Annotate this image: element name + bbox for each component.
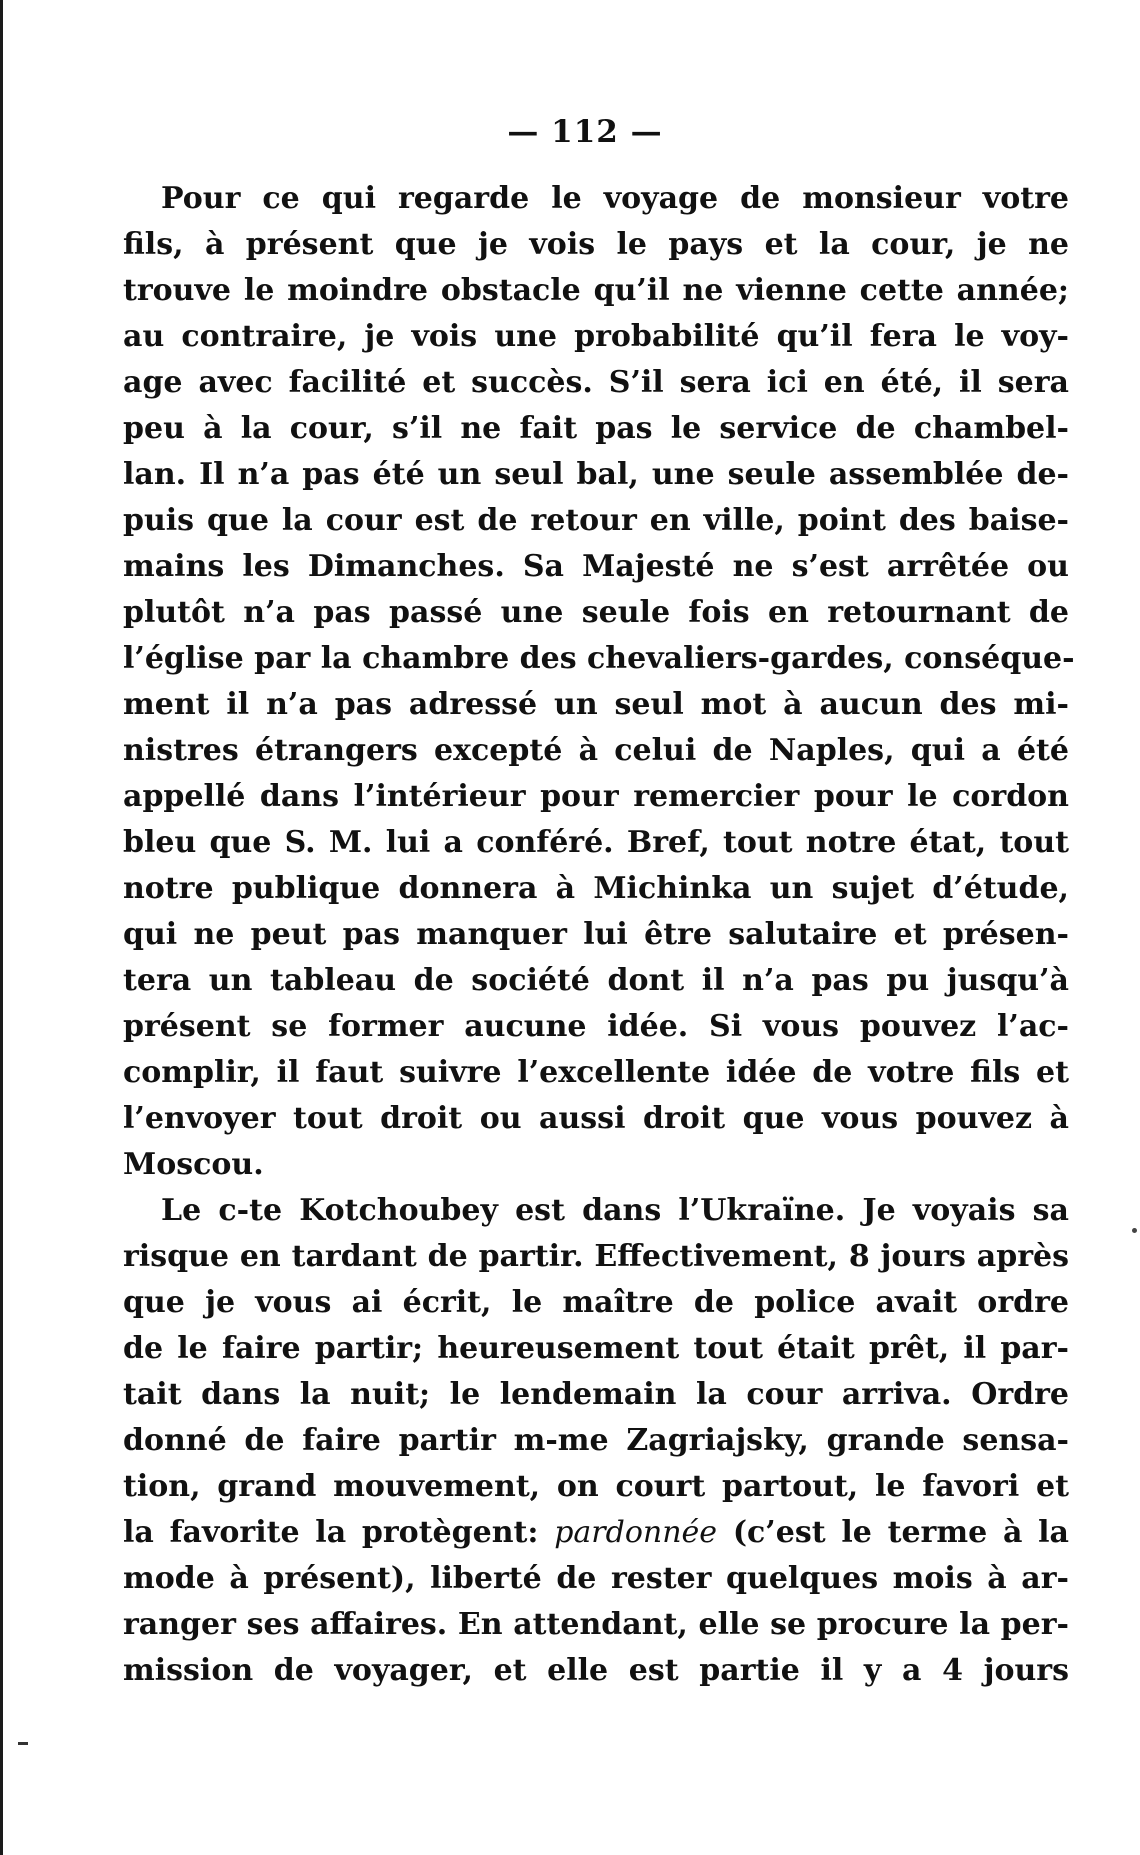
text-line: puis que la cour est de retour en ville, point des baise- — [123, 503, 1069, 538]
text-line: donné de faire partir m-me Zagriajsky, grande sensa- — [123, 1423, 1069, 1458]
text-line: qui ne peut pas manquer lui être salutaire et présen- — [123, 917, 1069, 952]
paragraph-2 — [123, 1188, 1069, 1694]
text-line: Pour ce qui regarde le voyage de monsieur votre — [161, 181, 1069, 216]
text-fragment: (c’est le terme à la — [717, 1515, 1069, 1550]
text-line: mains les Dimanches. Sa Majesté ne s’est arrêtée ou — [123, 549, 1069, 584]
margin-mark — [18, 1742, 28, 1745]
text-line: mode à présent), liberté de rester quelques mois à ar- — [123, 1561, 1069, 1596]
text-line: tion, grand mouvement, on court partout, le favori et — [123, 1469, 1069, 1504]
text-line: complir, il faut suivre l’excellente idée de votre fils et — [123, 1055, 1069, 1090]
text-line: ranger ses affaires. En attendant, elle se procure la per- — [123, 1607, 1069, 1642]
text-line: de le faire partir; heureusement tout était prêt, il par- — [123, 1331, 1069, 1366]
text-line: présent se former aucune idée. Si vous pouvez l’ac- — [123, 1009, 1069, 1044]
margin-speck — [1132, 1228, 1137, 1233]
paragraph-1 — [123, 176, 1075, 1188]
text-line: peu à la cour, s’il ne fait pas le service de chambel- — [123, 411, 1069, 446]
italic-word: pardonnée — [554, 1515, 718, 1550]
text-line: fils, à présent que je vois le pays et la cour, je ne — [123, 227, 1069, 262]
text-line: appellé dans l’intérieur pour remercier pour le cordon — [123, 779, 1069, 814]
text-fragment: la favorite la protègent: — [123, 1515, 555, 1550]
text-line: plutôt n’a pas passé une seule fois en retournant de — [123, 595, 1069, 630]
text-line: ment il n’a pas adressé un seul mot à aucun des mi- — [123, 687, 1069, 722]
text-line: nistres étrangers excepté à celui de Naples, qui a été — [123, 733, 1069, 768]
text-line: que je vous ai écrit, le maître de police avait ordre — [123, 1285, 1069, 1320]
text-line: lan. Il n’a pas été un seul bal, une seule assemblée de- — [123, 457, 1069, 492]
text-line-with-italic — [123, 1510, 1069, 1556]
text-line: au contraire, je vois une probabilité qu’il fera le voy- — [123, 319, 1069, 354]
page-edge-rule — [0, 0, 3, 1855]
text-line: risque en tardant de partir. Effectivement, 8 jours après — [123, 1239, 1069, 1274]
text-line: l’envoyer tout droit ou aussi droit que vous pouvez à — [123, 1101, 1069, 1136]
page-number: — 112 — — [507, 114, 663, 150]
text-line: mission de voyager, et elle est partie il y a 4 jours — [123, 1653, 1069, 1688]
text-line: tait dans la nuit; le lendemain la cour arriva. Ordre — [123, 1377, 1069, 1412]
text-line: tera un tableau de société dont il n’a pas pu jusqu’à — [123, 963, 1069, 998]
text-line: Moscou. — [123, 1147, 264, 1182]
text-line: l’église par la chambre des chevaliers-gardes, conséque- — [123, 641, 1075, 676]
text-line: trouve le moindre obstacle qu’il ne vienne cette année; — [123, 273, 1069, 308]
text-line: Le c-te Kotchoubey est dans l’Ukraïne. Je voyais sa — [161, 1193, 1069, 1228]
text-line: bleu que S. M. lui a conféré. Bref, tout notre état, tout — [123, 825, 1069, 860]
body-text — [123, 176, 1075, 1694]
text-line: notre publique donnera à Michinka un sujet d’étude, — [123, 871, 1069, 906]
text-line: age avec facilité et succès. S’il sera ici en été, il sera — [123, 365, 1069, 400]
